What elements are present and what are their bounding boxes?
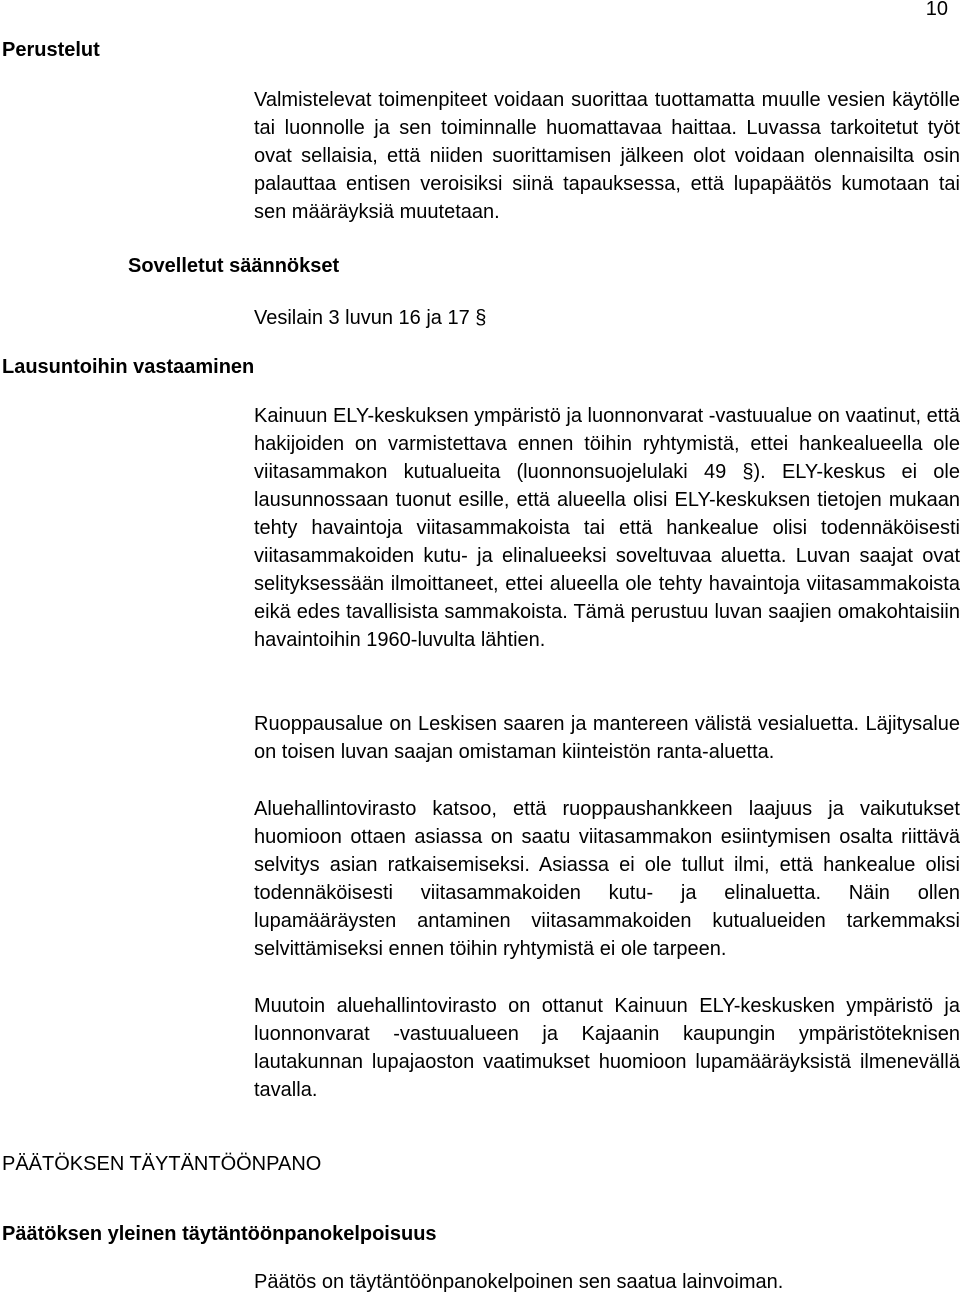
paragraph-lausunto-4: Muutoin aluehallintovirasto on ottanut Kainuun ELY-keskusken ympäristö ja luonnonvarat -vastuualueen ja Kajaanin kaupungin ympäristöteknisen lautakunnan lupajaoston vaatimukset huomioon lupamääräyksistä ilmenevällä tavalla. <box>254 995 960 1101</box>
heading-paatoksen-taytantoonpano: PÄÄTÖKSEN TÄYTÄNTÖÖNPANO <box>2 1153 322 1175</box>
heading-sovelletut-saannokset: Sovelletut säännökset <box>128 255 340 277</box>
paragraph-sovelletut: Vesilain 3 luvun 16 ja 17 § <box>254 307 487 329</box>
paragraph-lausunto-1: Kainuun ELY-keskuksen ympäristö ja luonnonvarat -vastuualue on vaatinut, että hakijoiden on varmistettava ennen töihin ryhtymistä, ettei hankealueella ole viitasammakon kutualueita (luonnonsuojelulaki 49 §). ELY-keskus ei ole lausunnossaan tuonut esille, että alueella olisi ELY-keskuksen tietojen mukaan tehty havaintoja viitasammakoista tai että hankealue olisi todennäköisesti viitasammakoiden kutu- ja elinalueeksi soveltuvaa aluetta. Luvan saajat ovat selityksessään ilmoittaneet, ettei alueella ole tehty havaintoja viitasammakoista eikä edes tavallisista sammakoista. Tämä perustuu luvan saajien omakohtaisiin havaintoihin 1960-luvulta lähtien. <box>254 405 960 651</box>
heading-perustelut: Perustelut <box>2 39 100 61</box>
paragraph-taytantoonpano: Päätös on täytäntöönpanokelpoinen sen saatua lainvoiman. <box>254 1271 784 1293</box>
paragraph-lausunto-2: Ruoppausalue on Leskisen saaren ja mantereen välistä vesialuetta. Läjitysalue on toisen luvan saajan omistaman kiinteistön ranta-aluetta. <box>254 713 960 763</box>
paragraph-lausunto-3: Aluehallintovirasto katsoo, että ruoppaushankkeen laajuus ja vaikutukset huomioon ottaen asiassa on saatu viitasammakon esiintymisen osalta riittävä selvitys asian ratkaisemiseksi. Asiassa ei ole tullut ilmi, että hankealue olisi todennäköisesti viitasammakoiden kutu- ja elinaluetta. Näin ollen lupamääräysten antaminen viitasammakoiden kutualueiden tarkemmaksi selvittämiseksi ennen töihin ryhtymistä ei ole tarpeen. <box>254 798 960 960</box>
page-number: 10 <box>925 0 948 20</box>
heading-lausuntoihin-vastaaminen: Lausuntoihin vastaaminen <box>2 356 255 378</box>
heading-yleinen-taytantoonpanokelpoisuus: Päätöksen yleinen täytäntöönpanokelpoisuus <box>2 1223 437 1245</box>
paragraph-perustelut: Valmistelevat toimenpiteet voidaan suorittaa tuottamatta muulle vesien käytölle tai luonnolle ja sen toiminnalle huomattavaa haittaa. Luvassa tarkoitetut työt ovat sellaisia, että niiden suorittamisen jälkeen olot voidaan olennaisilta osin palauttaa entisen veroisiksi siinä tapauksessa, että lupapäätös kumotaan tai sen määräyksiä muutetaan. <box>254 89 960 223</box>
